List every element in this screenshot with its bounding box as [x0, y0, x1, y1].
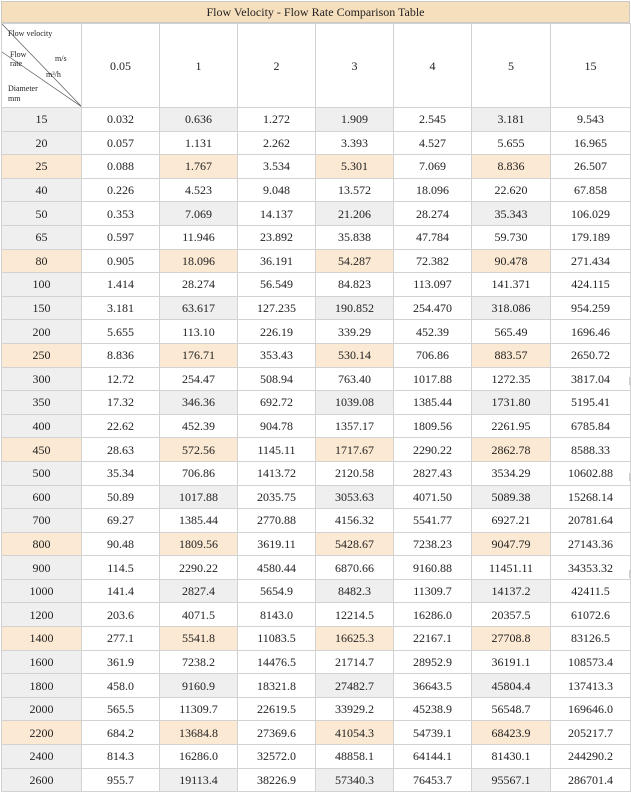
flow-rate-cell: 2.545 [394, 108, 472, 132]
diameter-label: Diameter [8, 84, 38, 93]
flow-rate-cell: 424.115 [551, 273, 631, 297]
flow-rate-cell: 271.434 [551, 249, 631, 273]
flow-rate-cell: 572.56 [160, 438, 238, 462]
flow-rate-cell: 2261.95 [472, 414, 551, 438]
diameter-cell: 25 [2, 155, 82, 179]
velocity-header: 3 [316, 24, 394, 108]
flow-rate-cell: 18.096 [394, 178, 472, 202]
flow-rate-cell: 205217.7 [551, 721, 631, 745]
flow-rate-cell: 10602.88 [551, 461, 631, 485]
table-row [2, 155, 631, 179]
diameter-cell: 2600 [2, 768, 82, 792]
diameter-cell: 200 [2, 320, 82, 344]
flow-rate-cell: 9047.79 [472, 532, 551, 556]
table-row [2, 650, 631, 674]
flow-rate-cell: 2120.58 [316, 461, 394, 485]
table-row [2, 745, 631, 769]
header-row [2, 24, 631, 108]
corner-header [2, 24, 82, 108]
flow-rate-cell: 56.549 [238, 273, 316, 297]
diameter-cell: 2200 [2, 721, 82, 745]
flow-rate-cell: 254.47 [160, 367, 238, 391]
flow-rate-cell: 23.892 [238, 225, 316, 249]
flow-rate-cell: 14137.2 [472, 579, 551, 603]
table-row [2, 579, 631, 603]
flow-rate-cell: 3053.63 [316, 485, 394, 509]
flow-rate-cell: 27708.8 [472, 627, 551, 651]
flow-rate-cell: 50.89 [82, 485, 160, 509]
flow-rate-cell: 36643.5 [394, 674, 472, 698]
diameter-cell: 250 [2, 343, 82, 367]
flow-rate-cell: 12.72 [82, 367, 160, 391]
diameter-cell: 65 [2, 225, 82, 249]
flow-rate-cell: 84.823 [316, 273, 394, 297]
flow-rate-cell: 1.767 [160, 155, 238, 179]
flow-rate-cell: 127.235 [238, 296, 316, 320]
table-row [2, 627, 631, 651]
flow-rate-cell: 0.088 [82, 155, 160, 179]
flow-rate-cell: 19113.4 [160, 768, 238, 792]
flow-rate-cell: 14.137 [238, 202, 316, 226]
table-row [2, 391, 631, 415]
flow-rate-cell: 1357.17 [316, 414, 394, 438]
diameter-cell: 80 [2, 249, 82, 273]
flow-rate-cell: 3.534 [238, 155, 316, 179]
flow-rate-cell: 1017.88 [394, 367, 472, 391]
diameter-cell: 15 [2, 108, 82, 132]
flow-rate-cell: 20357.5 [472, 603, 551, 627]
flow-rate-cell: 190.852 [316, 296, 394, 320]
flow-rate-cell: 6927.21 [472, 509, 551, 533]
flow-rate-cell: 0.226 [82, 178, 160, 202]
table-row [2, 296, 631, 320]
flow-rate-cell: 54.287 [316, 249, 394, 273]
flow-rate-cell: 1696.46 [551, 320, 631, 344]
velocity-header: 15 [551, 24, 631, 108]
velocity-header: 5 [472, 24, 551, 108]
flow-rate-cell: 2035.75 [238, 485, 316, 509]
flow-rate-cell: 8143.0 [238, 603, 316, 627]
flow-table [1, 23, 631, 792]
flow-rate-cell: 11451.11 [472, 556, 551, 580]
flow-rate-cell: 61072.6 [551, 603, 631, 627]
flow-rate-cell: 27143.36 [551, 532, 631, 556]
flow-rate-cell: 1272.35 [472, 367, 551, 391]
diameter-cell: 150 [2, 296, 82, 320]
flow-rate-cell: 16.965 [551, 131, 631, 155]
flow-rate-cell: 64144.1 [394, 745, 472, 769]
flow-rate-cell: 12214.5 [316, 603, 394, 627]
flow-rate-cell: 33929.2 [316, 697, 394, 721]
table-row [2, 414, 631, 438]
flow-rate-cell: 2290.22 [394, 438, 472, 462]
table-row [2, 367, 631, 391]
flow-rate-cell: 48858.1 [316, 745, 394, 769]
diameter-cell: 1000 [2, 579, 82, 603]
flow-rate-cell: 56548.7 [472, 697, 551, 721]
flow-rate-cell: 45804.4 [472, 674, 551, 698]
flow-rate-cell: 11083.5 [238, 627, 316, 651]
flow-rate-cell: 1.272 [238, 108, 316, 132]
flow-rate-cell: 4580.44 [238, 556, 316, 580]
flow-rate-cell: 4156.32 [316, 509, 394, 533]
flow-rate-cell: 452.39 [394, 320, 472, 344]
table-row [2, 225, 631, 249]
flow-rate-cell: 3.181 [82, 296, 160, 320]
flow-rate-cell: 11.946 [160, 225, 238, 249]
flow-rate-cell: 7238.23 [394, 532, 472, 556]
diameter-cell: 20 [2, 131, 82, 155]
flow-rate-cell: 141.371 [472, 273, 551, 297]
flow-rate-cell: 452.39 [160, 414, 238, 438]
flow-rate-cell: 9.048 [238, 178, 316, 202]
flow-rate-cell: 20781.64 [551, 509, 631, 533]
flow-rate-cell: 763.40 [316, 367, 394, 391]
flow-rate-cell: 28.274 [394, 202, 472, 226]
diameter-cell: 500 [2, 461, 82, 485]
flow-rate-cell: 9160.88 [394, 556, 472, 580]
flow-rate-cell: 458.0 [82, 674, 160, 698]
flow-rate-cell: 28.63 [82, 438, 160, 462]
flow-rate-cell: 106.029 [551, 202, 631, 226]
table-row [2, 131, 631, 155]
flow-rate-cell: 5.655 [82, 320, 160, 344]
diameter-cell: 50 [2, 202, 82, 226]
table-title: Flow Velocity - Flow Rate Comparison Table [1, 1, 630, 23]
flow-rate-cell: 6870.66 [316, 556, 394, 580]
flow-rate-cell: 54739.1 [394, 721, 472, 745]
flow-rate-cell: 47.784 [394, 225, 472, 249]
flow-rate-cell: 95567.1 [472, 768, 551, 792]
flow-rate-cell: 1039.08 [316, 391, 394, 415]
table-row [2, 768, 631, 792]
flow-rate-cell: 1.414 [82, 273, 160, 297]
flow-rate-cell: 67.858 [551, 178, 631, 202]
flow-rate-cell: 11309.7 [160, 697, 238, 721]
flow-rate-cell: 81430.1 [472, 745, 551, 769]
diameter-cell: 40 [2, 178, 82, 202]
flow-rate-cell: 0.353 [82, 202, 160, 226]
flow-rate-cell: 4.527 [394, 131, 472, 155]
diameter-cell: 700 [2, 509, 82, 533]
flow-rate-cell: 1017.88 [160, 485, 238, 509]
flow-rate-cell: 5654.9 [238, 579, 316, 603]
flow-rate-cell: 2.262 [238, 131, 316, 155]
flow-rate-cell: 5089.38 [472, 485, 551, 509]
diameter-cell: 450 [2, 438, 82, 462]
flow-rate-cell: 18.096 [160, 249, 238, 273]
flow-rate-cell: 1385.44 [160, 509, 238, 533]
diameter-cell: 2000 [2, 697, 82, 721]
flow-rate-cell: 8.836 [472, 155, 551, 179]
flow-rate-cell: 21.206 [316, 202, 394, 226]
flow-rate-cell: 4.523 [160, 178, 238, 202]
flow-rate-cell: 1385.44 [394, 391, 472, 415]
flow-rate-cell: 7238.2 [160, 650, 238, 674]
diameter-cell: 1200 [2, 603, 82, 627]
flow-rate-cell: 954.259 [551, 296, 631, 320]
diameter-cell: 100 [2, 273, 82, 297]
flow-rate-cell: 2862.78 [472, 438, 551, 462]
flow-rate-cell: 1145.11 [238, 438, 316, 462]
flow-rate-cell: 9.543 [551, 108, 631, 132]
flow-rate-cell: 286701.4 [551, 768, 631, 792]
flow-rate-cell: 244290.2 [551, 745, 631, 769]
flow-rate-cell: 36.191 [238, 249, 316, 273]
flow-rate-cell: 22619.5 [238, 697, 316, 721]
flow-rate-cell: 361.9 [82, 650, 160, 674]
flow-rate-cell: 28.274 [160, 273, 238, 297]
table-row [2, 697, 631, 721]
flow-rate-cell: 22167.1 [394, 627, 472, 651]
flow-rate-cell: 706.86 [160, 461, 238, 485]
table-row [2, 485, 631, 509]
table-row [2, 438, 631, 462]
flow-rate-cell: 27369.6 [238, 721, 316, 745]
flow-rate-cell: 4071.50 [394, 485, 472, 509]
flow-rate-cell: 83126.5 [551, 627, 631, 651]
flow-rate-cell: 36191.1 [472, 650, 551, 674]
flow-rate-cell: 5195.41 [551, 391, 631, 415]
flow-rate-cell: 1413.72 [238, 461, 316, 485]
flow-rate-cell: 1.909 [316, 108, 394, 132]
diameter-cell: 1800 [2, 674, 82, 698]
flow-rate-cell: 4071.5 [160, 603, 238, 627]
table-row [2, 178, 631, 202]
table-row [2, 320, 631, 344]
velocity-header: 2 [238, 24, 316, 108]
table-row [2, 556, 631, 580]
flow-rate-cell: 346.36 [160, 391, 238, 415]
flow-rate-cell: 90.478 [472, 249, 551, 273]
flow-rate-cell: 955.7 [82, 768, 160, 792]
flow-rate-cell: 69.27 [82, 509, 160, 533]
flow-rate-cell: 141.4 [82, 579, 160, 603]
flow-rate-cell: 3619.11 [238, 532, 316, 556]
flow-rate-cell: 508.94 [238, 367, 316, 391]
diameter-cell: 400 [2, 414, 82, 438]
table-row [2, 273, 631, 297]
flow-rate-cell: 565.49 [472, 320, 551, 344]
diameter-cell: 350 [2, 391, 82, 415]
flow-rate-cell: 16625.3 [316, 627, 394, 651]
table-row [2, 343, 631, 367]
flow-rate-cell: 814.3 [82, 745, 160, 769]
flow-rate-cell: 26.507 [551, 155, 631, 179]
velocity-header: 1 [160, 24, 238, 108]
flow-rate-cell: 22.620 [472, 178, 551, 202]
flow-rate-cell: 5.301 [316, 155, 394, 179]
flow-rate-cell: 27482.7 [316, 674, 394, 698]
flow-rate-cell: 353.43 [238, 343, 316, 367]
flow-rate-cell: 3534.29 [472, 461, 551, 485]
flow-rate-cell: 883.57 [472, 343, 551, 367]
flow-rate-cell: 5541.77 [394, 509, 472, 533]
flow-rate-cell: 59.730 [472, 225, 551, 249]
flow-rate-cell: 17.32 [82, 391, 160, 415]
flow-rate-cell: 21714.7 [316, 650, 394, 674]
flow-rate-cell: 8.836 [82, 343, 160, 367]
flow-rate-cell: 1809.56 [394, 414, 472, 438]
flow-rate-cell: 35.343 [472, 202, 551, 226]
table-row [2, 108, 631, 132]
flow-rate-cell: 9160.9 [160, 674, 238, 698]
diameter-cell: 1600 [2, 650, 82, 674]
flow-rate-cell: 113.10 [160, 320, 238, 344]
flow-rate-cell: 2827.43 [394, 461, 472, 485]
flow-rate-cell: 76453.7 [394, 768, 472, 792]
flow-rate-cell: 1731.80 [472, 391, 551, 415]
table-row [2, 249, 631, 273]
flow-rate-cell: 0.597 [82, 225, 160, 249]
table-row [2, 509, 631, 533]
unit-ms-label: m/s [55, 54, 67, 63]
flow-rate-cell: 68423.9 [472, 721, 551, 745]
flow-rate-cell: 63.617 [160, 296, 238, 320]
flow-rate-cell: 22.62 [82, 414, 160, 438]
flow-rate-cell: 2770.88 [238, 509, 316, 533]
flow-rate-cell: 38226.9 [238, 768, 316, 792]
velocity-header: 4 [394, 24, 472, 108]
flow-rate-cell: 530.14 [316, 343, 394, 367]
table-row [2, 674, 631, 698]
flow-rate-label: Flow rate [10, 50, 27, 68]
flow-rate-cell: 169646.0 [551, 697, 631, 721]
diameter-cell: 2400 [2, 745, 82, 769]
flow-rate-cell: 0.905 [82, 249, 160, 273]
flow-rate-cell: 565.5 [82, 697, 160, 721]
flow-rate-cell: 13.572 [316, 178, 394, 202]
flow-rate-cell: 137413.3 [551, 674, 631, 698]
diameter-cell: 900 [2, 556, 82, 580]
flow-rate-cell: 203.6 [82, 603, 160, 627]
flow-rate-cell: 28952.9 [394, 650, 472, 674]
diameter-cell: 600 [2, 485, 82, 509]
flow-rate-cell: 42411.5 [551, 579, 631, 603]
flow-rate-cell: 2650.72 [551, 343, 631, 367]
flow-rate-cell: 2827.4 [160, 579, 238, 603]
flow-rate-cell: 1717.67 [316, 438, 394, 462]
flow-rate-cell: 0.636 [160, 108, 238, 132]
flow-rate-cell: 904.78 [238, 414, 316, 438]
flow-rate-cell: 254.470 [394, 296, 472, 320]
flow-rate-cell: 14476.5 [238, 650, 316, 674]
flow-rate-cell: 3.181 [472, 108, 551, 132]
flow-rate-cell: 34353.32 [551, 556, 631, 580]
flow-rate-cell: 32572.0 [238, 745, 316, 769]
diameter-cell: 1400 [2, 627, 82, 651]
flow-rate-cell: 7.069 [160, 202, 238, 226]
table-row [2, 603, 631, 627]
flow-rate-cell: 7.069 [394, 155, 472, 179]
flow-rate-cell: 114.5 [82, 556, 160, 580]
flow-rate-cell: 339.29 [316, 320, 394, 344]
flow-rate-cell: 0.032 [82, 108, 160, 132]
table-row [2, 721, 631, 745]
flow-rate-cell: 1.131 [160, 131, 238, 155]
flow-rate-cell: 0.057 [82, 131, 160, 155]
table-row [2, 532, 631, 556]
flow-rate-cell: 5541.8 [160, 627, 238, 651]
flow-rate-cell: 684.2 [82, 721, 160, 745]
flow-rate-cell: 41054.3 [316, 721, 394, 745]
flow-rate-cell: 1809.56 [160, 532, 238, 556]
flow-rate-cell: 706.86 [394, 343, 472, 367]
velocity-header: 0.05 [82, 24, 160, 108]
table-body [2, 108, 631, 792]
unit-m3h-label: m³/h [46, 70, 61, 79]
flow-rate-cell: 179.189 [551, 225, 631, 249]
flow-rate-cell: 3.393 [316, 131, 394, 155]
flow-rate-cell: 2290.22 [160, 556, 238, 580]
flow-rate-cell: 15268.14 [551, 485, 631, 509]
flow-rate-cell: 90.48 [82, 532, 160, 556]
flow-rate-cell: 45238.9 [394, 697, 472, 721]
flow-rate-cell: 13684.8 [160, 721, 238, 745]
flow-rate-cell: 72.382 [394, 249, 472, 273]
flow-rate-cell: 5428.67 [316, 532, 394, 556]
unit-mm-label: mm [8, 94, 21, 103]
flow-rate-cell: 8588.33 [551, 438, 631, 462]
table-row [2, 202, 631, 226]
flow-rate-cell: 277.1 [82, 627, 160, 651]
flow-rate-cell: 108573.4 [551, 650, 631, 674]
flow-rate-cell: 318.086 [472, 296, 551, 320]
flow-velocity-label: Flow velocity [8, 29, 53, 38]
flow-rate-cell: 18321.8 [238, 674, 316, 698]
flow-rate-cell: 35.838 [316, 225, 394, 249]
flow-rate-cell: 692.72 [238, 391, 316, 415]
flow-rate-cell: 3817.04 [551, 367, 631, 391]
flow-rate-cell: 6785.84 [551, 414, 631, 438]
flow-rate-cell: 226.19 [238, 320, 316, 344]
diameter-cell: 800 [2, 532, 82, 556]
flow-rate-cell: 57340.3 [316, 768, 394, 792]
flow-rate-cell: 16286.0 [160, 745, 238, 769]
flow-rate-cell: 35.34 [82, 461, 160, 485]
flow-rate-cell: 11309.7 [394, 579, 472, 603]
diameter-cell: 300 [2, 367, 82, 391]
flow-rate-cell: 5.655 [472, 131, 551, 155]
table-row [2, 461, 631, 485]
flow-rate-cell: 8482.3 [316, 579, 394, 603]
flow-rate-cell: 176.71 [160, 343, 238, 367]
flow-rate-cell: 16286.0 [394, 603, 472, 627]
flow-rate-cell: 113.097 [394, 273, 472, 297]
